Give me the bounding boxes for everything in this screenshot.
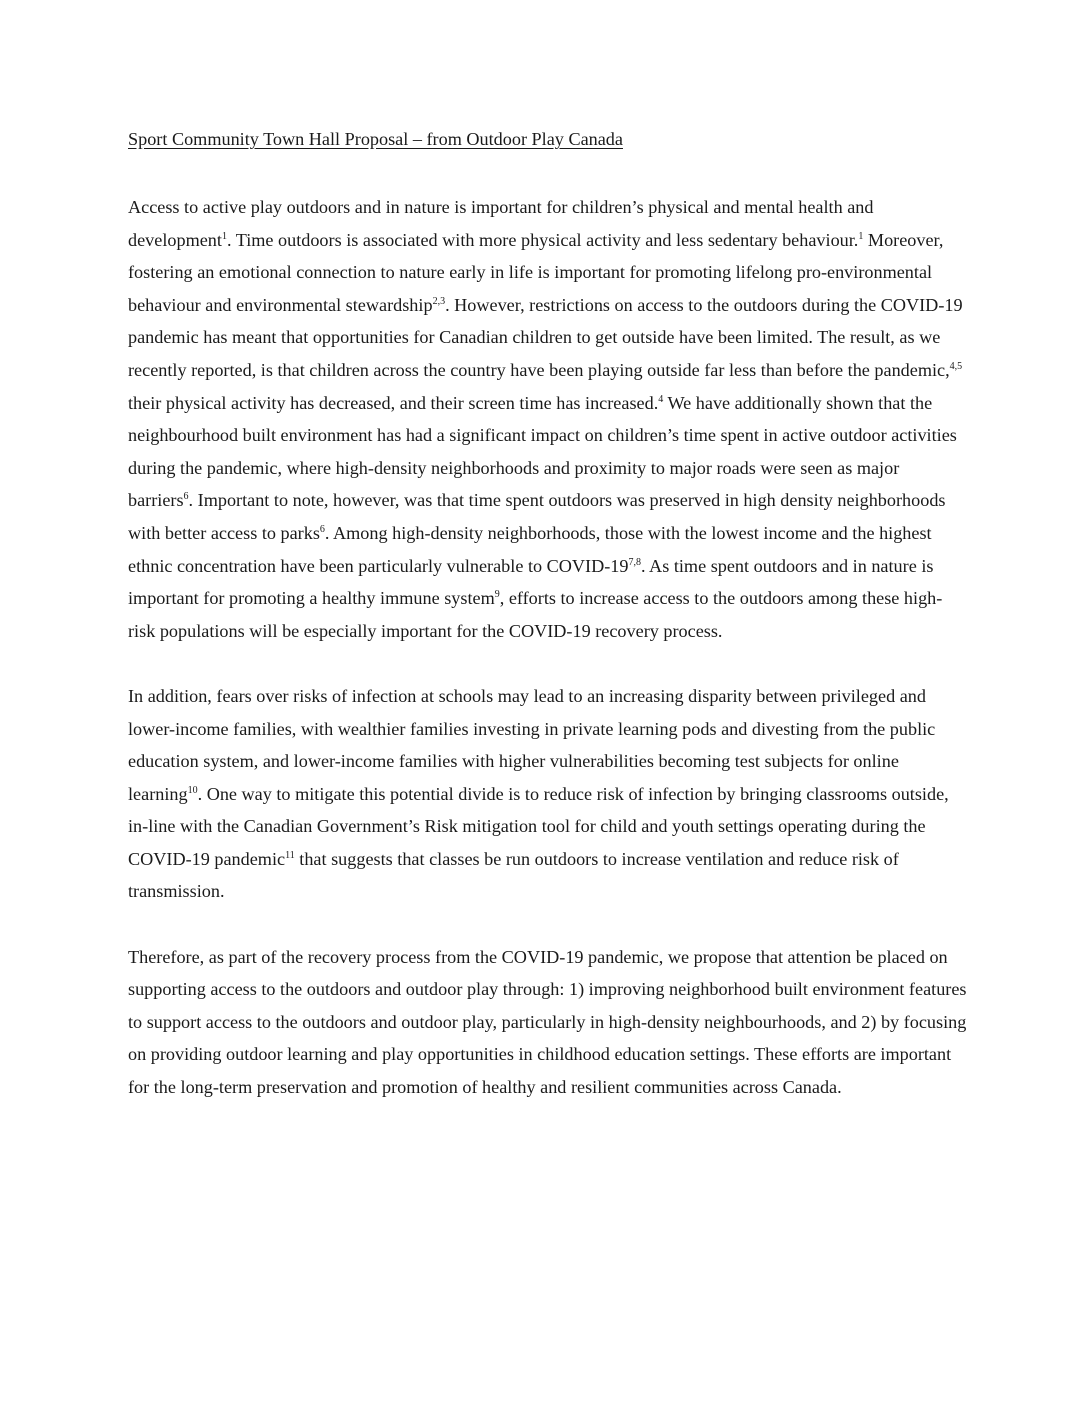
text-segment: . As time spent outdoors and in nature is important for promoting a healthy immune system bbox=[128, 555, 934, 609]
text-segment: that suggests that classes be run outdoors to increase ventilation and reduce risk of transmission. bbox=[128, 848, 899, 902]
citation-marker: 11 bbox=[285, 849, 295, 861]
document-title: Sport Community Town Hall Proposal – from Outdoor Play Canada bbox=[128, 129, 623, 149]
text-segment: . Time outdoors is associated with more physical activity and less sedentary behaviour. bbox=[226, 229, 859, 250]
paragraph-intro bbox=[128, 191, 968, 647]
paragraph-schools bbox=[128, 680, 968, 908]
citation-marker: 6 bbox=[183, 491, 189, 503]
text-segment: Access to active play outdoors and in nature is important for children’s physical and mental health and development bbox=[128, 197, 874, 250]
citation-marker: 1 bbox=[858, 230, 864, 242]
citation-marker: 1 bbox=[221, 230, 227, 242]
text-segment: Moreover, fostering an emotional connection to nature early in life is important for promoting lifelong pro-environmental behaviour and environmental stewardship bbox=[128, 229, 944, 315]
citation-marker: 2,3 bbox=[432, 295, 446, 307]
text-segment: . However, restrictions on access to the outdoors during the COVID-19 pandemic has meant that opportunities for Canadian children to get outside have been limited. The result, as we recently reported, is that children across the country have been playing outside far less than before the pandemic, bbox=[128, 294, 963, 380]
text-segment: , efforts to increase access to the outdoors among these high-risk populations will be especially important for the COVID-19 recovery process. bbox=[128, 588, 943, 641]
paragraph-recommendations bbox=[128, 941, 968, 1104]
text-segment: . One way to mitigate this potential divide is to reduce risk of infection by bringing classrooms outside, in-line with the Canadian Government’s Risk mitigation tool for child and youth settings operating during the COVID-19 pandemic bbox=[128, 783, 949, 869]
citation-marker: 7,8 bbox=[628, 556, 641, 568]
text-segment: . Important to note, however, was that time spent outdoors was preserved in high density neighborhoods with better access to parks bbox=[128, 490, 946, 543]
citation-marker: 6 bbox=[319, 523, 325, 535]
text-segment: In addition, fears over risks of infection at schools may lead to an increasing disparity between privileged and lower-income families, with wealthier families investing in private learning pods and divesting from the public education system, and lower-income families with higher vulnerabilities becoming test subjects for online learning bbox=[128, 685, 936, 804]
text-segment: their physical activity has decreased, and their screen time has increased. bbox=[128, 392, 659, 413]
text-segment: . Among high-density neighborhoods, those with the lowest income and the highest ethnic concentration have been particularly vulnerable to COVID-19 bbox=[128, 522, 932, 576]
citation-marker: 9 bbox=[494, 589, 500, 601]
citation-marker: 4,5 bbox=[949, 360, 963, 372]
text-segment: Therefore, as part of the recovery process from the COVID-19 pandemic, we propose that attention be placed on supporting access to the outdoors and outdoor play through: 1) improving neighborhood built environment features to support access to the outdoors and outdoor play, particularly in high-density neighbourhoods, and 2) by focusing on providing outdoor learning and play opportunities in childhood education settings. These efforts are important for the long-term preservation and promotion of healthy and resilient communities across Canada. bbox=[128, 946, 967, 1098]
citation-marker: 4 bbox=[658, 393, 664, 405]
text-segment: We have additionally shown that the neighbourhood built environment has had a significant impact on children’s time spent in active outdoor activities during the pandemic, where high-density neighborhoods and proximity to major roads were seen as major barriers bbox=[128, 392, 957, 511]
citation-marker: 10 bbox=[187, 784, 198, 796]
document-page bbox=[128, 126, 968, 1104]
